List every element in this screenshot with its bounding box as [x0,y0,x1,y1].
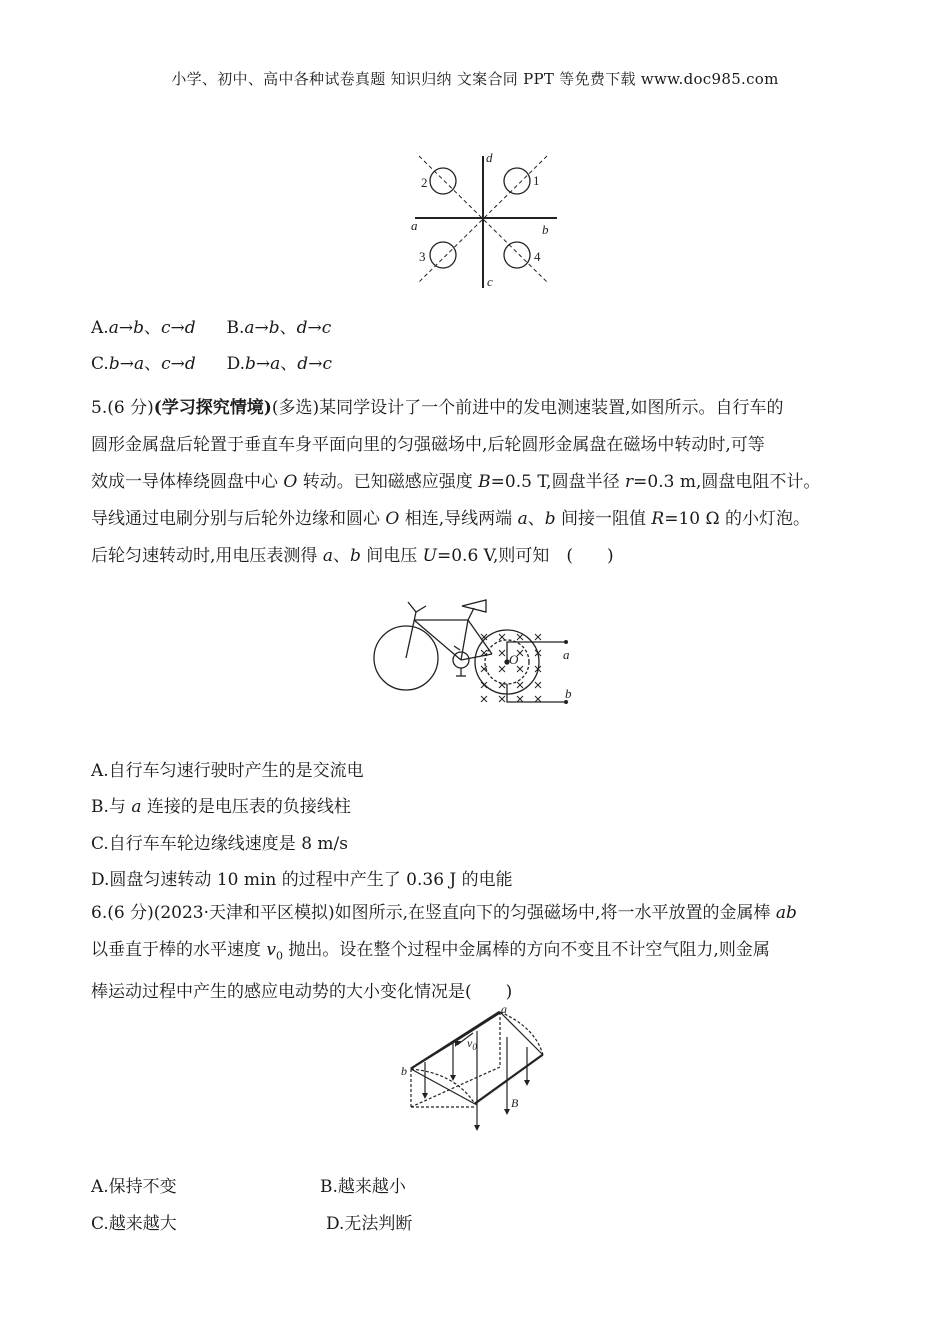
magnetic-field-crosses [481,634,541,702]
label-O: O [509,652,519,667]
label-2: 2 [421,175,428,190]
q5-option-d[interactable]: D.圆盘匀速转动 10 min 的过程中产生了 0.36 J 的电能 [91,870,513,890]
q5-option-b[interactable]: B.与 a 连接的是电压表的负接线柱 [91,797,351,817]
label-v0: $v_0$ [467,1036,477,1052]
label-b: b [542,222,549,237]
q4-options-row-2 [91,349,332,374]
label-B: B [511,1096,519,1110]
q6-line-1: 6.(6 分)(2023·天津和平区模拟)如图所示,在竖直向下的匀强磁场中,将一水平放置的金属棒 ab [91,903,797,923]
label-b: b [401,1064,407,1078]
q5-line-1: 5.(6 分)(学习探究情境)(多选)某同学设计了一个前进中的发电测速装置,如图所示。自行车的 [91,398,784,418]
label-3: 3 [419,249,426,264]
figure-falling-rod [395,1007,555,1132]
q4-option-c[interactable]: C.b→a、c→d [91,354,196,374]
q5-option-a[interactable]: A.自行车匀速行驶时产生的是交流电 [91,761,364,781]
label-4: 4 [534,249,541,264]
label-a: a [411,218,418,233]
label-a: a [501,1007,507,1016]
q5-line-3: 效成一导体棒绕圆盘中心 O 转动。已知磁感应强度 B=0.5 T,圆盘半径 r=0.3 m,圆盘电阻不计。 [91,472,821,492]
figure-coils-cross [405,148,565,293]
q6-option-d[interactable]: D.无法判断 [326,1214,413,1234]
label-1: 1 [533,173,540,188]
q6-options-row-2 [91,1209,413,1234]
q5-line-4: 导线通过电刷分别与后轮外边缘和圆心 O 相连,导线两端 a、b 间接一阻值 R=10 Ω 的小灯泡。 [91,509,810,529]
q6-line-3: 棒运动过程中产生的感应电动势的大小变化情况是( ) [91,982,513,1003]
page-header: 小学、初中、高中各种试卷真题 知识归纳 文案合同 PPT 等免费下载 www.doc985.com [171,70,779,88]
label-a: a [563,647,570,662]
q5-stem [91,390,881,575]
q6-stem [91,895,881,1011]
q6-line-2: 以垂直于棒的水平速度 $v_0$ 抛出。设在整个过程中金属棒的方向不变且不计空气阻力,则金属 [91,940,770,963]
q6-option-a[interactable]: A.保持不变 [91,1177,177,1197]
q5-option-c[interactable]: C.自行车车轮边缘线速度是 8 m/s [91,834,348,854]
q4-option-b[interactable]: B.a→b、d→c [226,318,332,338]
q6-option-b[interactable]: B.越来越小 [320,1177,406,1197]
q4-options-row-1 [91,313,331,338]
label-c: c [487,274,493,289]
q5-line-5: 后轮匀速转动时,用电压表测得 a、b 间电压 U=0.6 V,则可知 ( ) [91,546,614,566]
q6-option-c[interactable]: C.越来越大 [91,1214,177,1234]
q4-option-d[interactable]: D.b→a、d→c [226,354,332,374]
label-d: d [486,150,493,165]
q6-options-row-1 [91,1172,406,1197]
q4-option-a[interactable]: A.a→b、c→d [91,318,196,338]
figure-bicycle-magnetic-field [368,592,583,717]
label-b: b [565,686,572,701]
q5-line-2: 圆形金属盘后轮置于垂直车身平面向里的匀强磁场中,后轮圆形金属盘在磁场中转动时,可等 [91,435,765,455]
